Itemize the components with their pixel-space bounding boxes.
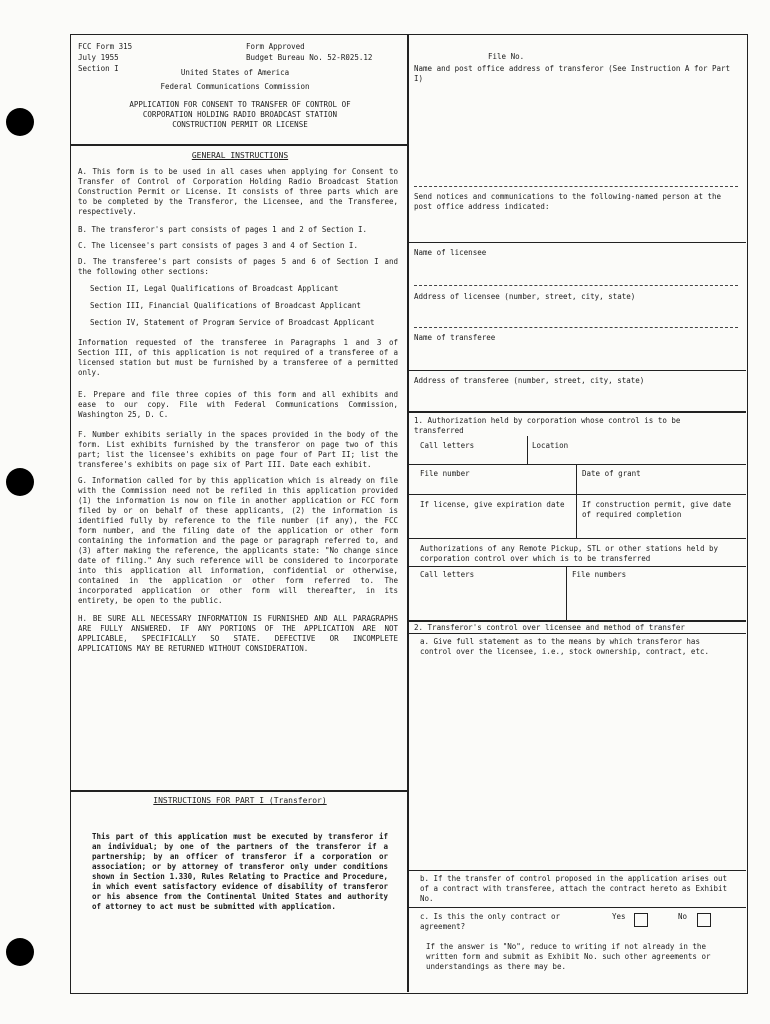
q2b-label: b. If the transfer of control proposed in the application arises out of a contract with transferee, attach the contract hereto as Exhibit No. bbox=[420, 874, 728, 903]
form-section: Section I bbox=[78, 64, 119, 73]
country: United States of America bbox=[180, 68, 290, 77]
section-iv: Section IV, Statement of Program Service of Broadcast Applicant bbox=[90, 318, 375, 327]
info-note: Information requested of the transferee in Paragraphs 1 and 3 of Section III, of this application is not required of a transferee of a licensed station but must be furnished by a transferee of a permitted only. bbox=[78, 338, 398, 377]
instruction-g: G. Information called for by this application which is already on file with the Commission need not be refiled in this application provided (1) the information is now on file in another application or FCC form filed by or on behalf of these applicants, (2) the information is identified fully by reference to the file number (if any), the FCC form number, and the filing date of the application or other form containing the information and the page or paragraph referred to, and (3) after making the reference, the applicants state: "No change since date of filing." Any such reference will be considered to incorporate into this application all information, confidential or otherwise, contained in the application or other form referred to. The incorporated application or other form will thereafter, in its entirety, be open to the public. bbox=[78, 476, 398, 605]
divider-q2b bbox=[408, 870, 746, 871]
file-number-label: File number bbox=[420, 469, 470, 478]
budget-bureau: Budget Bureau No. 52-R025.12 bbox=[246, 53, 373, 62]
divider-q2c bbox=[408, 907, 746, 908]
licensee-name-label: Name of licensee bbox=[414, 248, 487, 257]
divider-transferee-address bbox=[408, 370, 746, 371]
column-divider bbox=[407, 34, 409, 992]
divider-q2 bbox=[408, 620, 746, 622]
section-ii: Section II, Legal Qualifications of Broadcast Applicant bbox=[90, 284, 339, 293]
general-instructions-heading: GENERAL INSTRUCTIONS bbox=[191, 151, 289, 160]
q2-label: 2. Transferor's control over licensee and method of transfer bbox=[414, 623, 685, 632]
instructions-divider bbox=[70, 790, 408, 792]
q1-label: 1. Authorization held by corporation whose control is to be transferred bbox=[414, 416, 681, 435]
divider-q2a bbox=[408, 633, 746, 634]
agency: Federal Communications Commission bbox=[160, 82, 310, 91]
notices-label: Send notices and communications to the following-named person at the post office address indicated: bbox=[414, 192, 722, 211]
part1-instructions-heading: INSTRUCTIONS FOR PART I (Transferor) bbox=[153, 796, 327, 805]
header-divider bbox=[70, 144, 408, 146]
divider-licensee bbox=[408, 242, 746, 243]
instruction-c: C. The licensee's part consists of pages 3 and 4 of Section I. bbox=[78, 241, 358, 250]
form-approved: Form Approved bbox=[246, 42, 305, 51]
divider-expiration bbox=[408, 494, 746, 495]
license-expiration-label: If license, give expiration date bbox=[420, 500, 565, 509]
licensee-address-line[interactable] bbox=[414, 327, 738, 328]
transferor-name-label: Name and post office address of transferor (See Instruction A for Part I) bbox=[414, 64, 731, 83]
form-number: FCC Form 315 bbox=[78, 42, 133, 51]
divider-aux bbox=[408, 538, 746, 539]
file-no-label: File No. bbox=[488, 52, 525, 61]
instruction-h: H. BE SURE ALL NECESSARY INFORMATION IS FURNISHED AND ALL PARAGRAPHS ARE FULLY ANSWERED. IF ANY PORTIONS OF THE APPLICATION ARE NOT APPLICABLE, SPECIFICALLY SO STATE. DEFECTIVE OR INCOMPLETE APPLICATIONS MAY BE RETURNED WITHOUT CONSIDERATION. bbox=[78, 614, 398, 653]
instruction-b: B. The transferor's part consists of pages 1 and 2 of Section I. bbox=[78, 225, 367, 234]
q2a-label: a. Give full statement as to the means by which transferor has control over the licensee, i.e., stock ownership, contract, etc. bbox=[420, 637, 709, 656]
divider-file-number bbox=[408, 464, 746, 465]
call-letters-2-label: Call letters bbox=[420, 570, 475, 579]
q2c-label: c. Is this the only contract or agreement? bbox=[420, 912, 560, 931]
file-date-divider bbox=[576, 464, 577, 538]
general-instructions-body bbox=[78, 167, 398, 654]
date-of-grant-label: Date of grant bbox=[582, 469, 641, 478]
yes-label: Yes bbox=[612, 912, 626, 921]
aux-auth-label: Authorizations of any Remote Pickup, STL or other stations held by corporation control over which is to be transferred bbox=[420, 544, 719, 563]
binder-hole-bottom bbox=[6, 938, 34, 966]
instruction-f: F. Number exhibits serially in the spaces provided in the body of the form. List exhibits furnished by the transferor on page two of this part; list the licensee's exhibits on page four of Part II; list the transferee's exhibits on page six of Part III. Date each exhibit. bbox=[78, 430, 398, 469]
call-letters-label: Call letters bbox=[420, 441, 475, 450]
title-line-3: CONSTRUCTION PERMIT OR LICENSE bbox=[172, 120, 308, 129]
instruction-a: A. This form is to be used in all cases when applying for Consent to Transfer of Control of Corporation Holding Radio Broadcast Station Construction Permit or License. It consists of three parts which are to be completed by the Transferor, the Licensee, and the Transferee, respectively. bbox=[78, 167, 398, 216]
licensee-address-label: Address of licensee (number, street, city, state) bbox=[414, 292, 636, 301]
yes-checkbox[interactable] bbox=[634, 909, 648, 928]
location-label: Location bbox=[532, 441, 569, 450]
licensee-name-line[interactable] bbox=[414, 285, 738, 286]
no-label: No bbox=[678, 912, 688, 921]
binder-hole-middle bbox=[6, 468, 34, 496]
transferee-name-label: Name of transferee bbox=[414, 333, 496, 342]
call-location-divider bbox=[527, 436, 528, 464]
instruction-e: E. Prepare and file three copies of this form and all exhibits and ease to our copy. File with Federal Communications Commission, Washington 25, D. C. bbox=[78, 390, 398, 419]
section-iii: Section III, Financial Qualifications of Broadcast Applicant bbox=[90, 301, 361, 310]
transferor-line[interactable] bbox=[414, 186, 738, 187]
part1-instructions-body: This part of this application must be executed by transferor if an individual; by one of the partners of the transferor if a partnership; by an officer of transferor if a corporation or association; or by attorney of transferor only under conditions shown in Section 1.330, Rules Relating to Practice and Procedure, in which event satisfactory evidence of disability of transferor or his absence from the Continental United States and authority of attorney to act must be submitted with application. bbox=[92, 832, 388, 911]
divider-aux-fields bbox=[408, 566, 746, 567]
instruction-d: D. The transferee's part consists of pages 5 and 6 of Section I and the following other sections: bbox=[78, 257, 398, 276]
q2c-note: If the answer is "No", reduce to writing if not already in the written form and submit as Exhibit No. such other agreements or understandings as there may be. bbox=[426, 942, 711, 971]
divider-q1 bbox=[408, 411, 746, 413]
file-numbers-label: File numbers bbox=[572, 570, 627, 579]
form-date: July 1955 bbox=[78, 53, 119, 62]
aux-fields-divider bbox=[566, 566, 567, 620]
binder-hole-top bbox=[6, 108, 34, 136]
title-line-1: APPLICATION FOR CONSENT TO TRANSFER OF CONTROL OF bbox=[129, 100, 351, 109]
title-line-2: CORPORATION HOLDING RADIO BROADCAST STATION bbox=[142, 110, 338, 119]
no-checkbox[interactable] bbox=[697, 909, 711, 928]
transferee-address-label: Address of transferee (number, street, city, state) bbox=[414, 376, 645, 385]
cp-completion-label: If construction permit, give date of required completion bbox=[582, 500, 732, 519]
